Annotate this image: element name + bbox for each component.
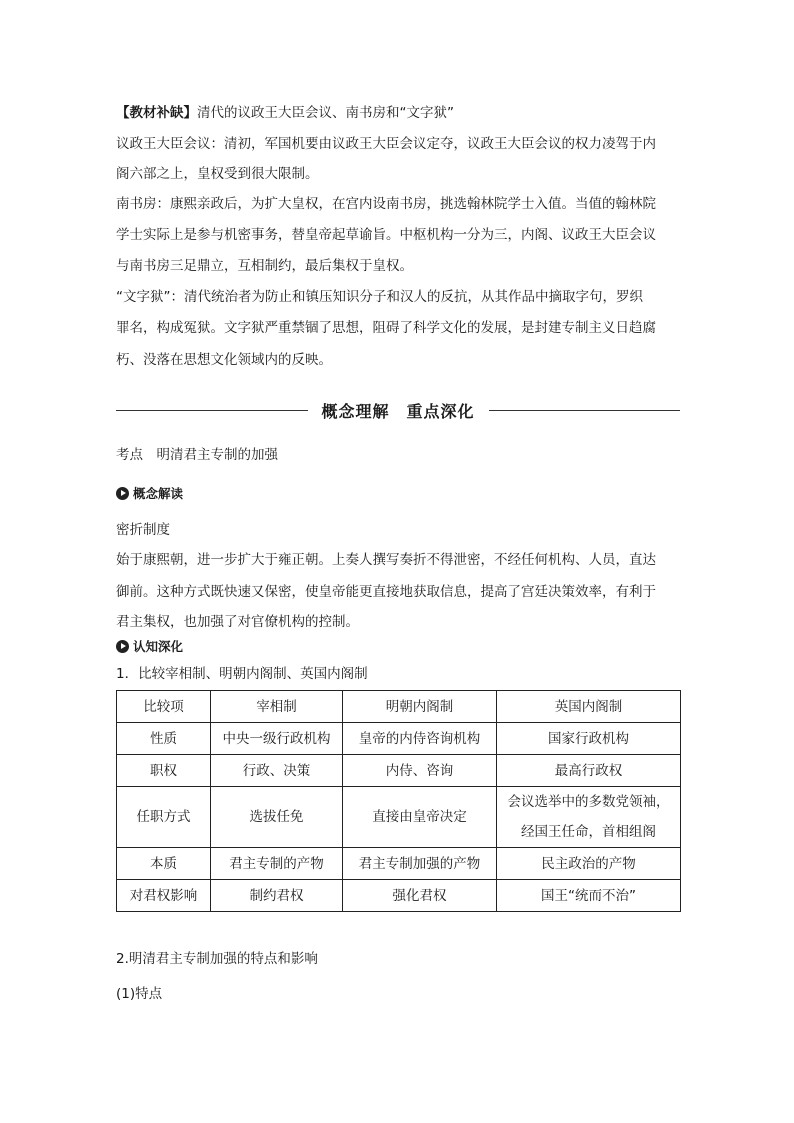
supplement-tag: 【教材补缺】 <box>116 105 197 121</box>
table-cell: 本质 <box>117 848 211 880</box>
comparison-table <box>116 690 681 912</box>
table-cell: 性质 <box>117 723 211 755</box>
table-cell: 内侍、咨询 <box>343 755 497 787</box>
supplement-line: 朽、没落在思想文化领域内的反映。 <box>116 352 332 368</box>
concept-line: 始于康熙朝，进一步扩大于雍正朝。上奏人撰写奏折不得泄密，不经任何机构、人员，直达 <box>116 552 656 568</box>
table-row <box>117 848 681 880</box>
table-header-cell: 英国内阁制 <box>497 691 681 723</box>
table-cell: 职权 <box>117 755 211 787</box>
item-2-title: 2.明清君主专制加强的特点和影响 <box>116 951 318 967</box>
table-header-cell: 明朝内阁制 <box>343 691 497 723</box>
table-row <box>117 787 681 848</box>
tag-cognitive-deepening <box>116 637 680 655</box>
section-heading <box>116 396 680 424</box>
play-circle-icon <box>116 640 129 653</box>
table-cell: 君主专制加强的产物 <box>343 848 497 880</box>
table-row <box>117 880 681 912</box>
table-cell: 中央一级行政机构 <box>211 723 343 755</box>
table-cell: 最高行政权 <box>497 755 681 787</box>
supplement-line: “文字狱”：清代统治者为防止和镇压知识分子和汉人的反抗，从其作品中摘取字句，罗织 <box>116 289 643 305</box>
table-cell: 选拔任免 <box>211 787 343 848</box>
supplement-heading <box>116 98 680 128</box>
table-cell: 行政、决策 <box>211 755 343 787</box>
table-cell-line: 经国王任命，首相组阁 <box>521 824 656 840</box>
concept-title: 密折制度 <box>116 522 170 538</box>
supplement-line: 罪名，构成冤狱。文字狱严重禁锢了思想，阻碍了科学文化的发展，是封建专制主义日趋腐 <box>116 320 656 336</box>
supplement-line: 与南书房三足鼎立，互相制约，最后集权于皇权。 <box>116 258 413 274</box>
table-cell: 对君权影响 <box>117 880 211 912</box>
table-cell: 直接由皇帝决定 <box>343 787 497 848</box>
table-cell: 君主专制的产物 <box>211 848 343 880</box>
table-header-cell: 宰相制 <box>211 691 343 723</box>
supplement-title: 清代的议政王大臣会议、南书房和“文字狱” <box>197 105 454 121</box>
divider-right <box>489 410 681 411</box>
table-cell <box>497 787 681 848</box>
tag-concept-reading <box>116 484 680 502</box>
table-cell: 制约君权 <box>211 880 343 912</box>
table-cell: 任职方式 <box>117 787 211 848</box>
table-cell: 皇帝的内侍咨询机构 <box>343 723 497 755</box>
supplement-line: 学士实际上是参与机密事务，替皇帝起草谕旨。中枢机构一分为三，内阁、议政王大臣会议 <box>116 227 656 243</box>
table-row <box>117 755 681 787</box>
supplement-line: 阁六部之上，皇权受到很大限制。 <box>116 166 319 182</box>
table-cell: 民主政治的产物 <box>497 848 681 880</box>
supplement-line: 南书房：康熙亲政后，为扩大皇权，在宫内设南书房，挑选翰林院学士入值。当值的翰林院 <box>116 196 656 212</box>
tag-label: 概念解读 <box>133 486 184 501</box>
table-header-cell: 比较项 <box>117 691 211 723</box>
item-1-title: 1．比较宰相制、明朝内阁制、英国内阁制 <box>116 666 368 682</box>
supplement-line: 议政王大臣会议：清初，军国机要由议政王大臣会议定夺，议政王大臣会议的权力凌驾于内 <box>116 136 656 152</box>
tag-label: 认知深化 <box>133 639 184 654</box>
section-title: 概念理解 重点深化 <box>321 401 475 421</box>
table-header-row <box>117 691 681 723</box>
kaodian-title: 考点 明清君主专制的加强 <box>116 447 278 463</box>
item-2-subtitle: (1)特点 <box>116 986 163 1002</box>
table-cell-line: 会议选举中的多数党领袖， <box>507 794 670 810</box>
table-cell: 强化君权 <box>343 880 497 912</box>
concept-line: 君主集权，也加强了对官僚机构的控制。 <box>116 614 359 630</box>
table-cell: 国家行政机构 <box>497 723 681 755</box>
play-circle-icon <box>116 487 129 500</box>
table-row <box>117 723 681 755</box>
table-cell: 国王“统而不治” <box>497 880 681 912</box>
divider-left <box>116 410 308 411</box>
concept-line: 御前。这种方式既快速又保密，使皇帝能更直接地获取信息，提高了宫廷决策效率，有利于 <box>116 584 656 600</box>
